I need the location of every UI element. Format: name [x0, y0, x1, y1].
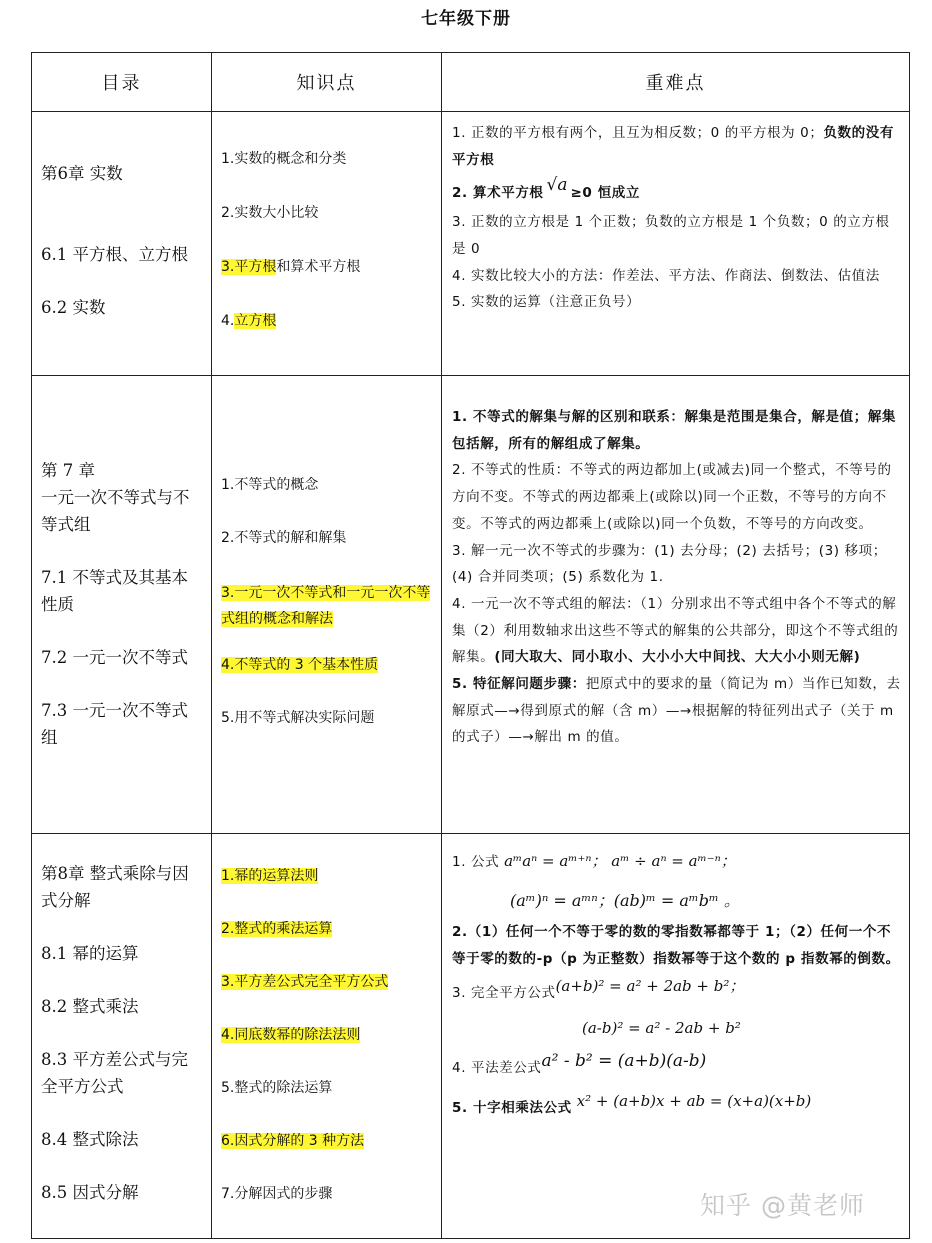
difficulty-text: 1. 公式: [452, 854, 500, 870]
formula: x² + (a+b)x + ab = (x+a)(x+b): [576, 1091, 812, 1110]
toc-item: 一元一次不等式与不等式组: [41, 488, 190, 534]
difficulty-item: [452, 888, 901, 916]
highlight: 1.幂的运算法则: [221, 868, 319, 884]
knowledge-item: [221, 1024, 435, 1046]
highlight: 3.平方差公式完全平方公式: [221, 974, 389, 990]
toc-item: 6.2 实数: [41, 298, 106, 317]
knowledge-cell: [212, 376, 442, 834]
knowledge-item: 5.整式的除法运算: [221, 1080, 333, 1096]
knowledge-item: [221, 865, 435, 887]
toc-cell: [32, 112, 212, 376]
difficulty-text: 4. 平法差公式: [452, 1060, 542, 1077]
table-row: [32, 834, 910, 1239]
highlight: 4.不等式的 3 个基本性质: [221, 657, 379, 673]
difficulty-text-bold: 5. 特征解问题步骤：: [452, 676, 586, 693]
difficulty-item: 4. 实数比较大小的方法：作差法、平方法、作商法、倒数法、估值法: [452, 267, 880, 284]
table-header-row: [32, 53, 910, 112]
toc-item: 8.3 平方差公式与完全平方公式: [41, 1050, 188, 1096]
knowledge-item: [221, 654, 435, 676]
toc-item: 第6章 实数: [41, 164, 123, 183]
knowledge-item: 2.不等式的解和解集: [221, 530, 347, 546]
toc-item: 第8章 整式乘除与因式分解: [41, 864, 189, 910]
toc-cell: [32, 834, 212, 1239]
knowledge-item: 1.实数的概念和分类: [221, 151, 347, 167]
difficulty-item: [452, 1015, 901, 1043]
knowledge-item: [221, 918, 435, 940]
difficulty-text: 1. 正数的平方根有两个，且互为相反数；0 的平方根为 0；: [452, 125, 824, 141]
header-knowledge: 知识点: [212, 53, 442, 112]
knowledge-item: [221, 971, 435, 993]
difficulty-item: 1. 不等式的解集与解的区别和联系：解集是范围是集合，解是值；解集包括解，所有的解组成了解集。: [452, 409, 897, 452]
difficulty-item: [452, 671, 901, 751]
toc-item: 8.4 整式除法: [41, 1130, 139, 1149]
difficulty-text: 3. 完全平方公式: [452, 984, 556, 1001]
header-difficulty: 重难点: [442, 53, 910, 112]
difficulty-text-bold: ≥0 恒成立: [570, 185, 641, 202]
toc-item: 7.1 不等式及其基本性质: [41, 568, 188, 614]
toc-item: 6.1 平方根、立方根: [41, 245, 188, 264]
difficulty-item: 5. 实数的运算（注意正负号）: [452, 294, 641, 311]
formula: (a-b)² = a² - 2ab + b²: [582, 1018, 741, 1037]
difficulty-item: 2. 不等式的性质：不等式的两边都加上(或减去)同一个整式，不等号的方向不变。不等式的两边都乘上(或除以)同一个正数，不等号的方向不变。不等式的两边都乘上(或除以)同一个负数，不等号的方向改变。: [452, 462, 892, 532]
knowledge-item: [221, 580, 435, 632]
toc-item: 7.3 一元一次不等式组: [41, 701, 188, 747]
formula: (a+b)² = a² + 2ab + b²；: [555, 976, 745, 995]
difficulty-cell: [442, 376, 910, 834]
highlight: 3.一元一次不等式和一元一次不等式组的概念和解法: [221, 585, 431, 627]
highlight: 立方根: [234, 313, 277, 329]
knowledge-item: [221, 310, 435, 332]
toc-cell: [32, 376, 212, 834]
knowledge-cell: [212, 112, 442, 376]
toc-item: 7.2 一元一次不等式: [41, 648, 188, 667]
knowledge-item: 2.实数大小比较: [221, 205, 319, 221]
difficulty-text-bold: 5. 十字相乘法公式: [452, 1099, 572, 1116]
difficulty-text: 4. 一元一次不等式组的解法：（1）分别求出不等式组中各个不等式的解集（2）利用数轴求出这些不等式的解集的公共部分，即这个不等式组的解集。: [452, 595, 899, 666]
difficulty-item: 3. 正数的立方根是 1 个正数；负数的立方根是 1 个负数；0 的立方根是 0: [452, 214, 890, 257]
knowledge-text: 4.: [221, 313, 235, 329]
knowledge-item: 7.分解因式的步骤: [221, 1186, 333, 1202]
difficulty-item: [452, 175, 901, 207]
watermark: 知乎 @黄老师: [700, 1191, 865, 1220]
knowledge-item: 5.用不等式解决实际问题: [221, 710, 375, 726]
knowledge-text: 和算术平方根: [276, 259, 361, 275]
toc-item: 8.2 整式乘法: [41, 997, 139, 1016]
difficulty-item: [452, 976, 901, 1007]
table-row: [32, 112, 910, 376]
highlight: 4.同底数幂的除法法则: [221, 1027, 361, 1043]
difficulty-item: 2.（1）任何一个不等于零的数的零指数幂都等于 1；（2）任何一个不等于零的数的-p（p 为正整数）指数幂等于这个数的 p 指数幂的倒数。: [452, 924, 900, 968]
table-row: [32, 376, 910, 834]
highlight: 6.因式分解的 3 种方法: [221, 1133, 365, 1149]
difficulty-text-bold: (同大取大、同小取小、大小小大中间找、大大小小则无解): [494, 649, 861, 666]
knowledge-item: [221, 1130, 435, 1152]
difficulty-item: [452, 1091, 901, 1122]
difficulty-item: [452, 591, 901, 671]
difficulty-item: [452, 1051, 901, 1082]
knowledge-item: [221, 256, 435, 278]
knowledge-cell: [212, 834, 442, 1239]
difficulty-cell: [442, 112, 910, 376]
formula: a² - b² = (a+b)(a-b): [541, 1051, 707, 1072]
syllabus-table: [31, 52, 910, 1239]
knowledge-item: 1.不等式的概念: [221, 477, 319, 493]
highlight: 2.整式的乘法运算: [221, 921, 333, 937]
difficulty-text-bold: 负数的没有平方根: [452, 125, 894, 168]
difficulty-text-bold: 2. 算术平方根: [452, 185, 544, 202]
toc-item: 第 7 章: [41, 461, 95, 480]
formula: √a: [546, 175, 568, 196]
formula: (aᵐ)ⁿ = aᵐⁿ；(ab)ᵐ = aᵐbᵐ 。: [510, 890, 740, 910]
difficulty-text: 把原式中的要求的量（简记为 m）当作已知数，去解原式—→得到原式的解（含 m）—→根据解的特征列出式子（关于 m 的式子）—→解出 m 的值。: [452, 676, 901, 746]
difficulty-item: 3. 解一元一次不等式的步骤为：(1) 去分母；(2) 去括号；(3) 移项；(4) 合并同类项；(5) 系数化为 1.: [452, 542, 887, 586]
difficulty-cell: [442, 834, 910, 1239]
difficulty-item: [452, 848, 901, 876]
formula: aᵐaⁿ = aᵐ⁺ⁿ； aᵐ ÷ aⁿ = aᵐ⁻ⁿ；: [504, 852, 736, 870]
highlight: 3.平方根: [221, 259, 277, 275]
toc-item: 8.1 幂的运算: [41, 944, 139, 963]
header-toc: 目录: [32, 53, 212, 112]
toc-item: 8.5 因式分解: [41, 1183, 139, 1202]
page-title: 七年级下册: [421, 9, 511, 29]
difficulty-item: [452, 120, 901, 173]
